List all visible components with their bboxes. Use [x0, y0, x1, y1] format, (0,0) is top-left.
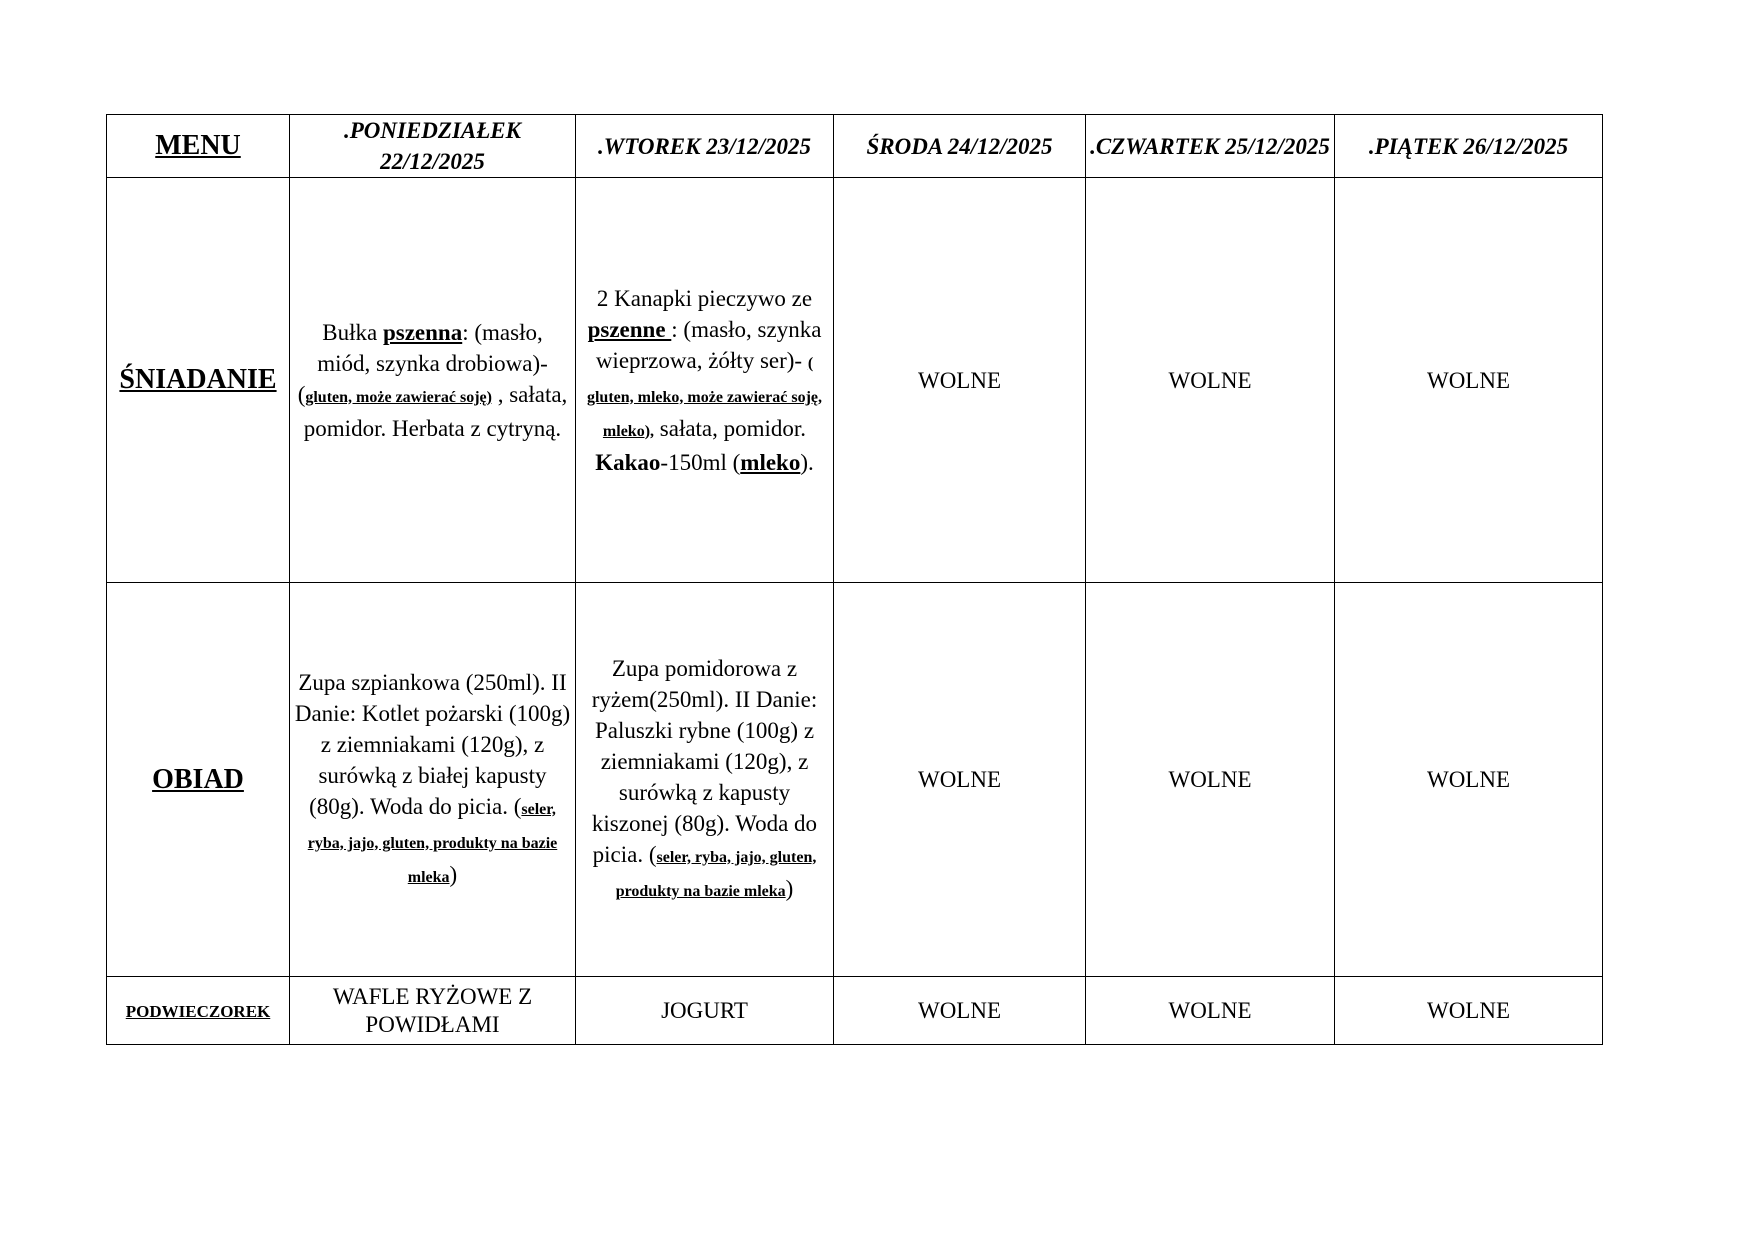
breakfast-row: [107, 178, 1603, 583]
breakfast-tuesday-milk: mleko: [740, 449, 801, 475]
breakfast-tuesday-text-2: : (masło, szynka wieprzowa, żółty ser)-: [595, 316, 822, 373]
breakfast-tuesday-cell: [576, 178, 834, 583]
meal-name-snack: PODWIECZOREK: [125, 1001, 271, 1021]
lunch-monday-allergens: seler, ryba, jajo, gluten, produkty na bazie mleka: [307, 800, 558, 886]
breakfast-tuesday-text-4: -150ml (: [660, 449, 741, 475]
breakfast-monday-text-1: Bułka: [322, 319, 383, 345]
day-header-wednesday: ŚRODA 24/12/2025: [834, 115, 1086, 178]
day-header-monday: .PONIEDZIAŁEK 22/12/2025: [290, 115, 576, 178]
day-header-tuesday: .WTOREK 23/12/2025: [576, 115, 834, 178]
breakfast-tuesday-text-1: 2 Kanapki pieczywo ze: [596, 285, 813, 311]
day-header-friday: .PIĄTEK 26/12/2025: [1335, 115, 1603, 178]
menu-title: MENU: [155, 130, 241, 161]
snack-friday-cell: WOLNE: [1335, 977, 1603, 1045]
breakfast-tuesday-text-5: ).: [800, 449, 814, 475]
meal-label-lunch: [107, 583, 290, 977]
breakfast-monday-allergens: gluten, może zawierać soję): [305, 388, 492, 406]
lunch-tuesday-allergens: seler, ryba, jajo, gluten, produkty na bazie mleka: [615, 848, 817, 900]
lunch-tuesday-text: Zupa pomidorowa z ryżem(250ml). II Danie: Paluszki rybne (100g) z ziemniakami (120g), z surówką z kapusty kiszonej (80g). Woda do picia. (: [591, 655, 818, 867]
snack-thursday-cell: WOLNE: [1086, 977, 1335, 1045]
lunch-tuesday-cell: [576, 583, 834, 977]
breakfast-tuesday-bread: pszenne: [587, 316, 672, 342]
lunch-monday-close: ): [449, 861, 458, 887]
header-row: [107, 115, 1603, 178]
meal-label-snack: [107, 977, 290, 1045]
snack-row: [107, 977, 1603, 1045]
breakfast-thursday-cell: WOLNE: [1086, 178, 1335, 583]
day-header-thursday: .CZWARTEK 25/12/2025: [1086, 115, 1335, 178]
lunch-thursday-cell: WOLNE: [1086, 583, 1335, 977]
lunch-tuesday-close: ): [785, 875, 794, 901]
breakfast-friday-cell: WOLNE: [1335, 178, 1603, 583]
meal-label-breakfast: [107, 178, 290, 583]
lunch-monday-text: Zupa szpiankowa (250ml). II Danie: Kotlet pożarski (100g) z ziemniakami (120g), z surówką z białej kapusty (80g). Woda do picia. (: [294, 669, 571, 819]
breakfast-monday-text-3: , sałata, pomidor. Herbata z cytryną.: [303, 381, 568, 441]
breakfast-wednesday-cell: WOLNE: [834, 178, 1086, 583]
menu-table: [106, 114, 1603, 1045]
snack-wednesday-cell: WOLNE: [834, 977, 1086, 1045]
lunch-row: [107, 583, 1603, 977]
breakfast-tuesday-allergens: ( gluten, mleko, może zawierać soję, mleko),: [586, 354, 823, 440]
meal-name-lunch: OBIAD: [152, 763, 244, 795]
meal-name-breakfast: ŚNIADANIE: [119, 364, 277, 395]
breakfast-monday-cell: [290, 178, 576, 583]
lunch-friday-cell: WOLNE: [1335, 583, 1603, 977]
breakfast-tuesday-text-3: sałata, pomidor.: [654, 415, 807, 441]
breakfast-monday-bread: pszenna: [382, 319, 463, 345]
snack-monday-cell: WAFLE RYŻOWE Z POWIDŁAMI: [290, 977, 576, 1045]
lunch-wednesday-cell: WOLNE: [834, 583, 1086, 977]
breakfast-monday-text-2: : (masło, miód, szynka drobiowa)- (: [297, 319, 548, 407]
lunch-monday-cell: [290, 583, 576, 977]
snack-tuesday-cell: JOGURT: [576, 977, 834, 1045]
breakfast-tuesday-cocoa: Kakao: [595, 449, 661, 475]
menu-title-cell: [107, 115, 290, 178]
